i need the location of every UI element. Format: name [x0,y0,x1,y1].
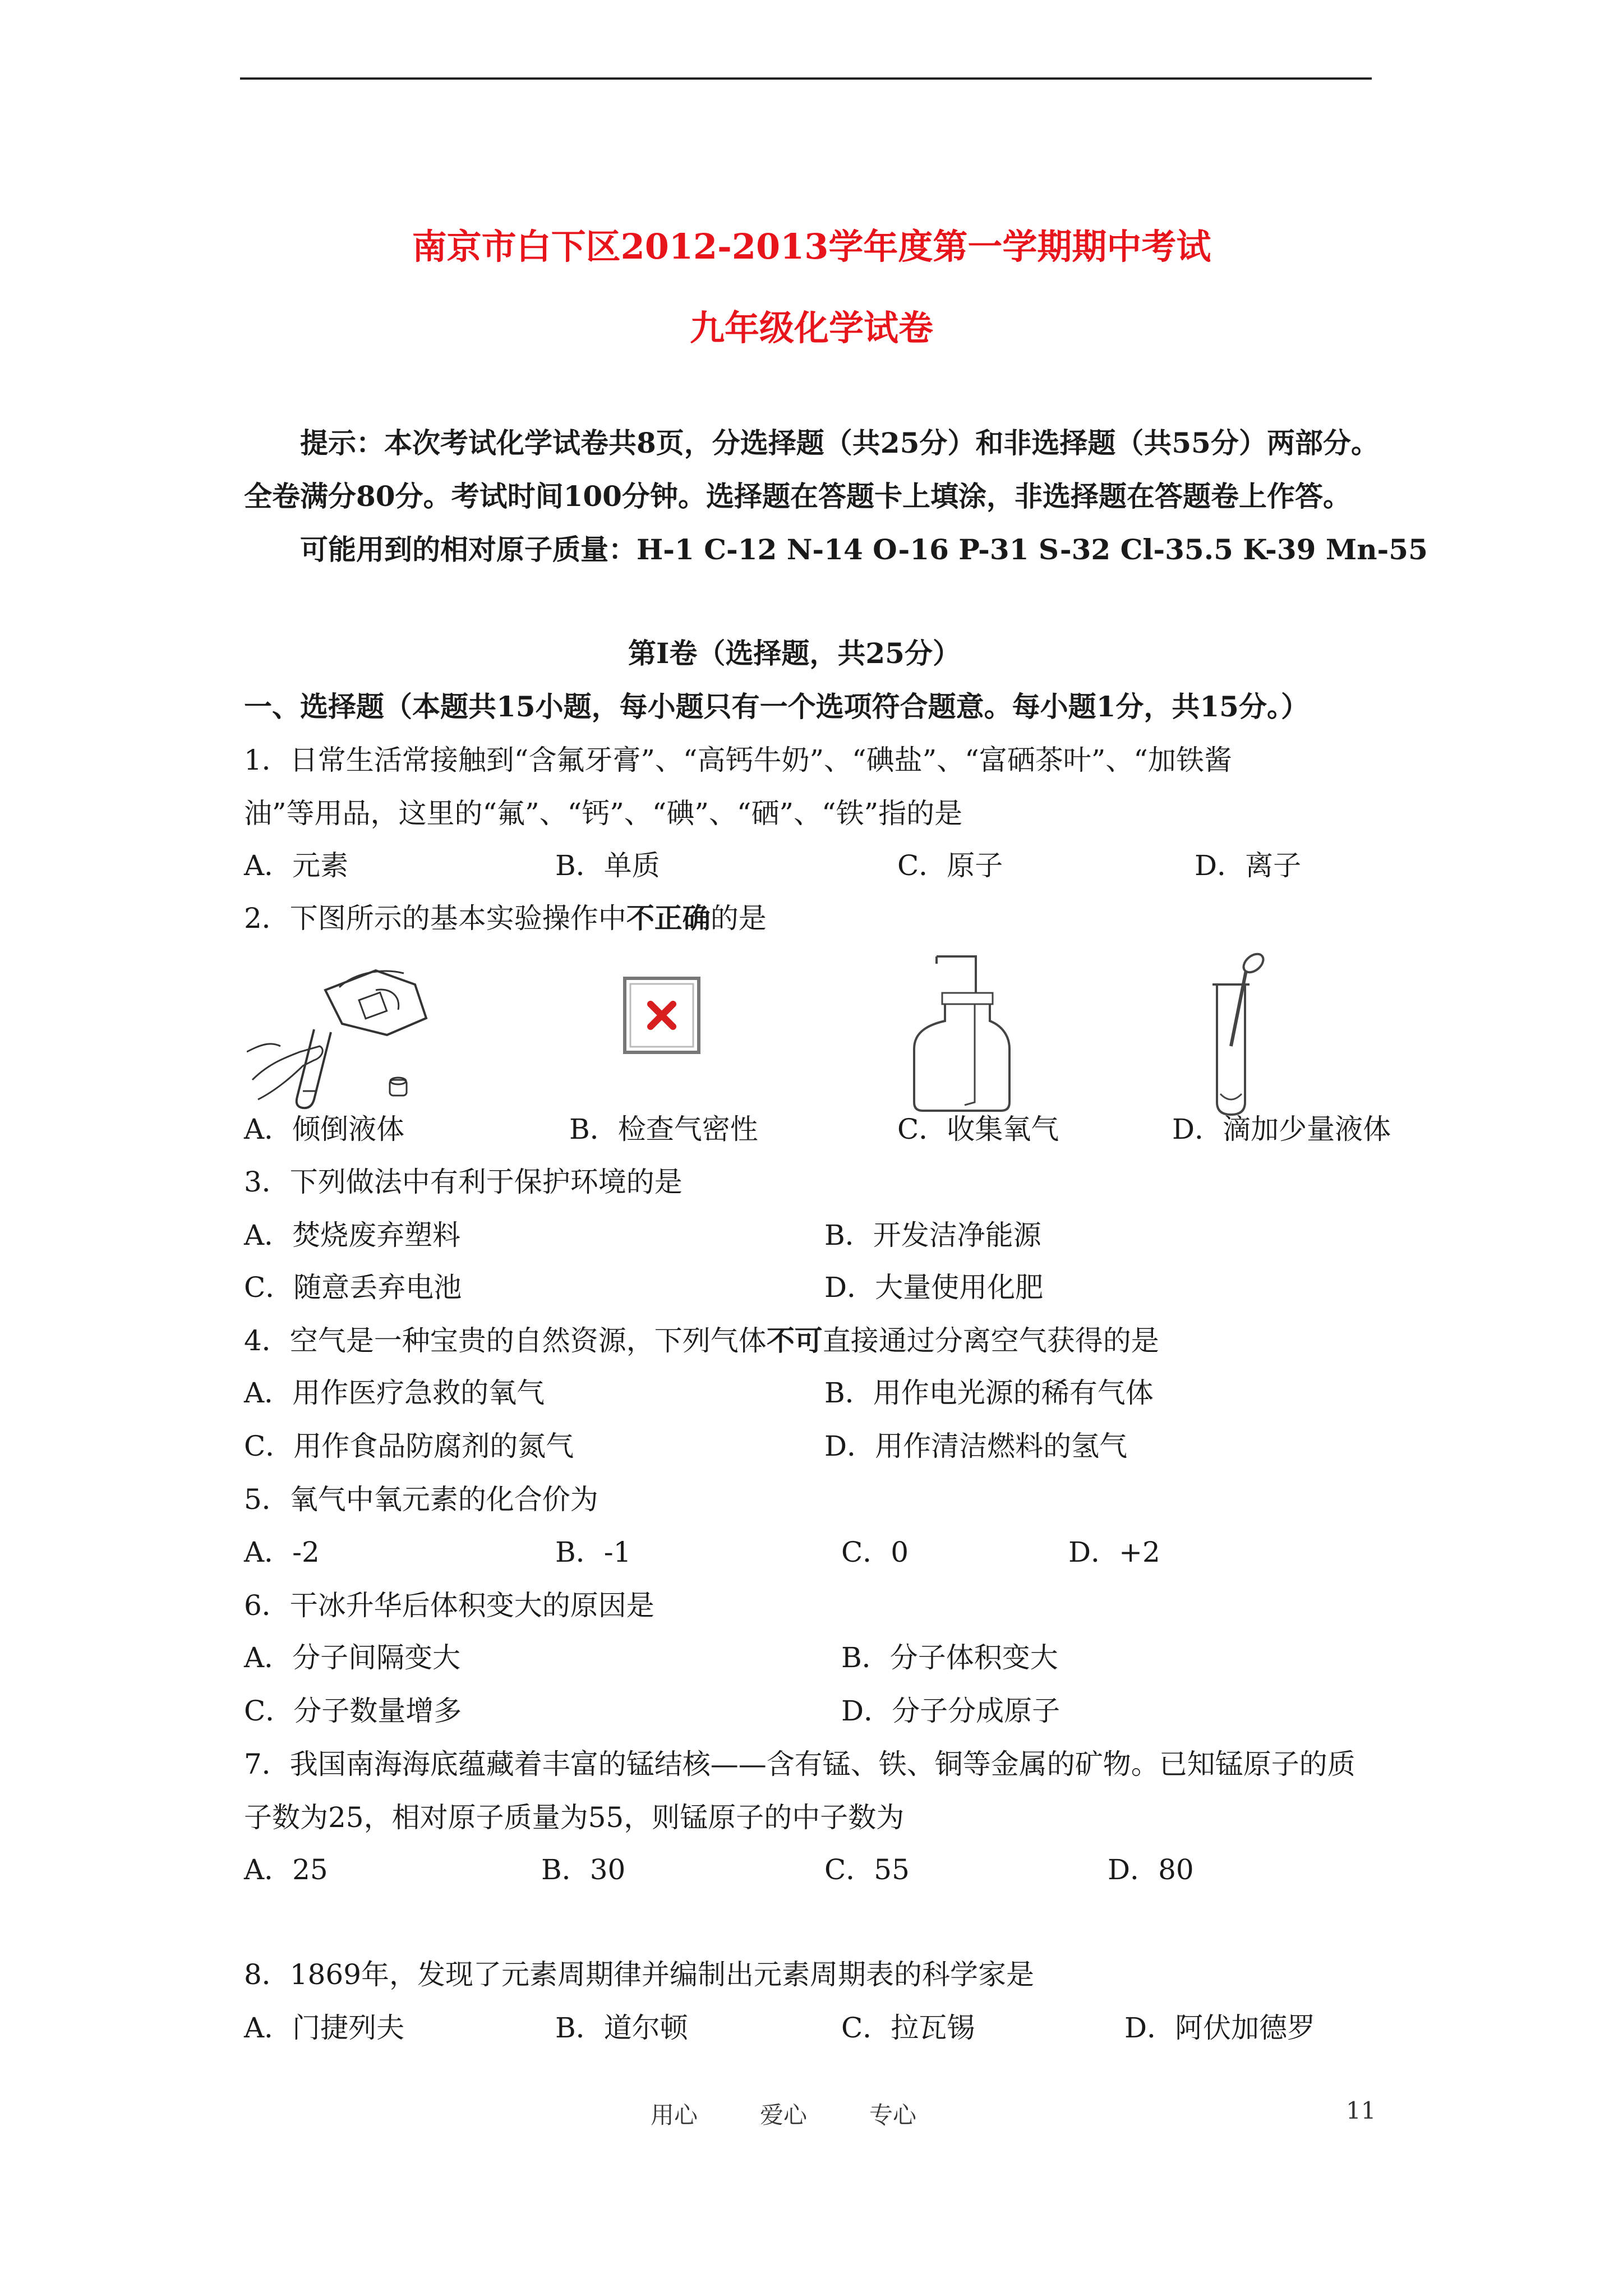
q5-option-b: B．-1 [555,1536,631,1568]
header-rule [240,77,1372,80]
q1-stem-line1: 1．日常生活常接触到“含氟牙膏”、“高钙牛奶”、“碘盐”、“富硒茶叶”、“加铁酱 [244,744,1232,776]
q6-stem: 6．干冰升华后体积变大的原因是 [244,1589,654,1622]
q5-option-c: C．0 [841,1536,909,1568]
footer-text-left: 用心 [651,2101,698,2129]
q8-option-a: A．门捷列夫 [244,2012,405,2044]
footer-text-mid: 爱心 [760,2101,808,2129]
q7-stem-line1: 7．我国南海海底蕴藏着丰富的锰结核——含有锰、铁、铜等金属的矿物。已知锰原子的质 [244,1748,1355,1780]
q7-option-b: B．30 [541,1853,626,1886]
q1-option-a: A．元素 [244,849,349,882]
exam-title: 南京市白下区2012-2013学年度第一学期期中考试 [412,226,1211,267]
q5-option-a: A．-2 [244,1536,320,1568]
q1-option-b: B．单质 [555,849,660,882]
q8-option-d: D．阿伏加德罗 [1124,2012,1316,2044]
page-number: 11 [1346,2097,1376,2124]
broken-image-placeholder [623,976,701,1055]
section-heading: 一、选择题（本题共15小题，每小题只有一个选项符合题意。每小题1分，共15分。） [244,690,1309,723]
q8-option-c: C．拉瓦锡 [841,2012,975,2044]
q2-option-a: A．倾倒液体 [244,1113,405,1145]
pouring-liquid-image [247,956,449,1111]
notice-line-3: 可能用到的相对原子质量：H-1 C-12 N-14 O-16 P-31 S-32 Cl-35.5 K-39 Mn-55 [300,533,1428,566]
q3-option-d: D．大量使用化肥 [824,1271,1044,1304]
gas-collection-bottle-image [903,954,1021,1116]
q1-option-d: D．离子 [1195,849,1302,882]
part1-heading: 第Ⅰ卷（选择题，共25分） [628,637,961,670]
dropper-test-tube-image [1200,951,1273,1119]
q1-stem-line2: 油”等用品，这里的“氟”、“钙”、“碘”、“硒”、“铁”指的是 [244,797,963,830]
q3-option-a: A．焚烧废弃塑料 [244,1219,461,1251]
q7-option-d: D．80 [1108,1853,1194,1886]
exam-subtitle: 九年级化学试卷 [689,307,933,348]
q3-stem: 3．下列做法中有利于保护环境的是 [244,1166,683,1198]
q3-option-b: B．开发洁净能源 [824,1219,1041,1251]
q2-option-d: D．滴加少量液体 [1172,1113,1391,1145]
q6-option-b: B．分子体积变大 [841,1641,1058,1674]
q8-option-b: B．道尔顿 [555,2012,688,2044]
q3-option-c: C．随意丢弃电池 [244,1271,462,1304]
q1-option-c: C．原子 [897,849,1003,882]
q5-stem: 5．氧气中氧元素的化合价为 [244,1483,598,1516]
footer-text-right: 专心 [869,2101,917,2129]
q4-option-c: C．用作食品防腐剂的氮气 [244,1430,574,1462]
q4-option-d: D．用作清洁燃料的氢气 [824,1430,1128,1462]
q7-option-a: A．25 [244,1853,328,1886]
notice-line-1: 提示：本次考试化学试卷共8页，分选择题（共25分）和非选择题（共55分）两部分。 [300,426,1379,459]
q8-stem: 8．1869年，发现了元素周期律并编制出元素周期表的科学家是 [244,1958,1035,1991]
q6-option-c: C．分子数量增多 [244,1695,462,1727]
q6-option-a: A．分子间隔变大 [244,1641,461,1674]
q2-option-c: C．收集氧气 [897,1113,1059,1145]
q4-option-b: B．用作电光源的稀有气体 [824,1377,1154,1409]
notice-line-2: 全卷满分80分。考试时间100分钟。选择题在答题卡上填涂，非选择题在答题卷上作答。 [244,480,1351,513]
q4-option-a: A．用作医疗急救的氧气 [244,1377,545,1409]
q2-stem: 2．下图所示的基本实验操作中不正确的是 [244,901,767,935]
q2-option-b: B．检查气密性 [569,1113,758,1145]
q6-option-d: D．分子分成原子 [841,1695,1061,1727]
q4-stem: 4．空气是一种宝贵的自然资源，下列气体不可直接通过分离空气获得的是 [244,1324,1159,1357]
q5-option-d: D．+2 [1068,1536,1160,1568]
q7-stem-line2: 子数为25，相对原子质量为55，则锰原子的中子数为 [244,1801,905,1834]
q7-option-c: C．55 [824,1853,910,1886]
